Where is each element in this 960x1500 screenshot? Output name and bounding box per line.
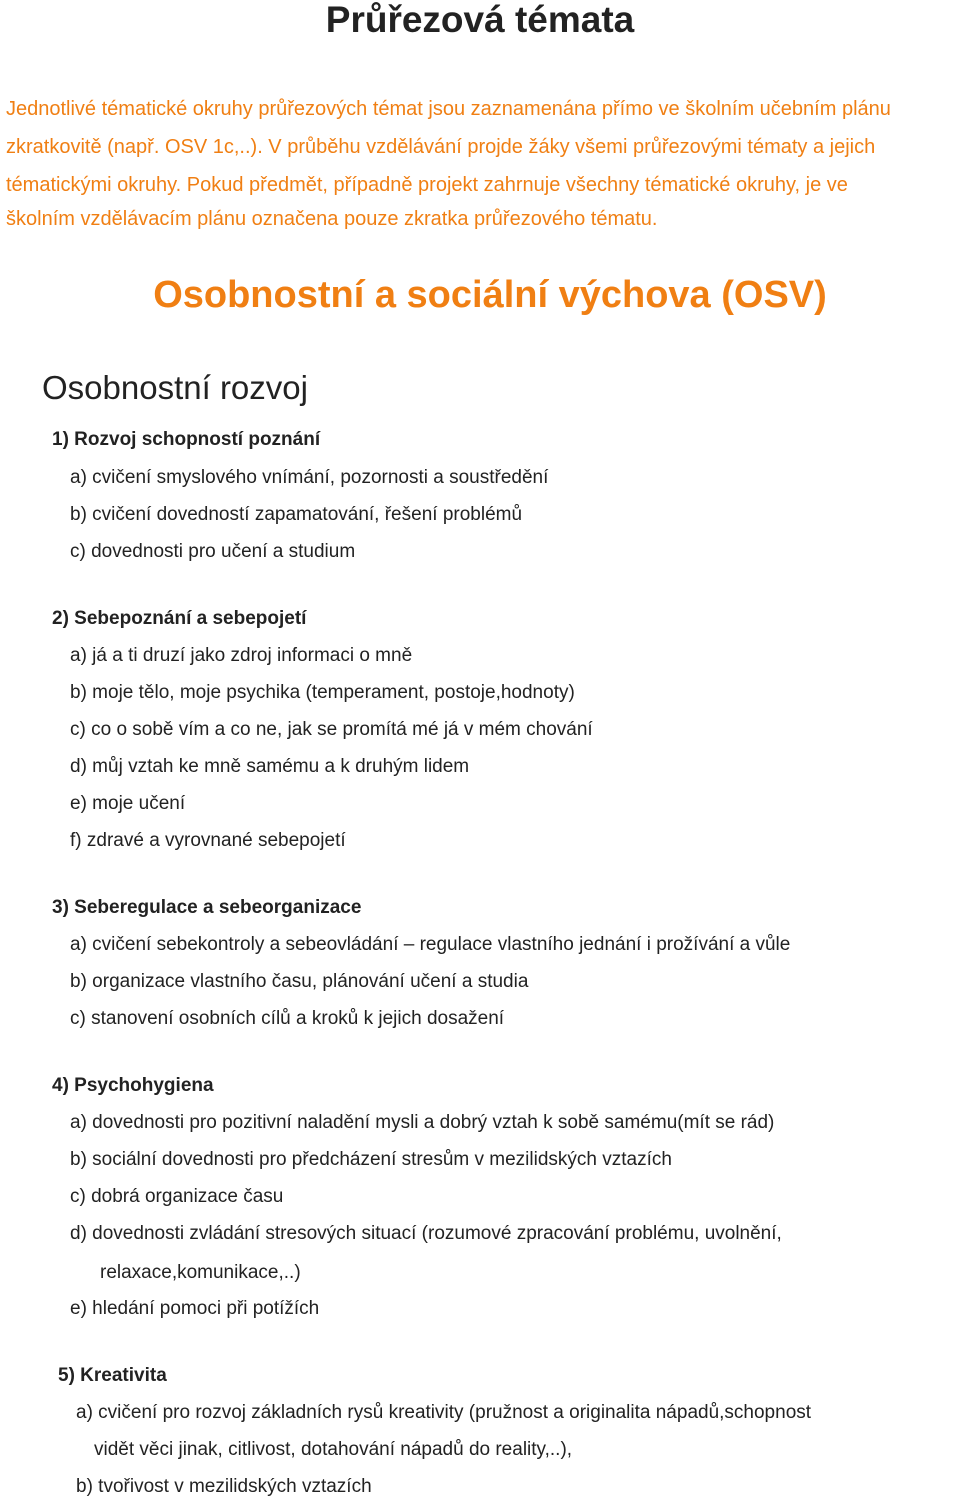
topic-item: e) moje učení	[70, 793, 186, 814]
topic-item: a) cvičení sebekontroly a sebeovládání – regulace vlastního jednání i prožívání a vůle	[70, 934, 791, 955]
intro-line: zkratkovitě (např. OSV 1c,..). V průběhu vzdělávání projde žáky všemi průřezovými tématy a jejich	[6, 136, 876, 158]
topic-item: a) já a ti druzí jako zdroj informaci o mně	[70, 645, 413, 666]
topic-item: c) co o sobě vím a co ne, jak se promítá mé já v mém chování	[70, 719, 593, 740]
topic-title: 4) Psychohygiena	[52, 1075, 214, 1096]
topic-title: 1) Rozvoj schopností poznání	[52, 429, 321, 450]
subheading-osobnostni-rozvoj: Osobnostní rozvoj	[42, 369, 308, 406]
topic-item: e) hledání pomoci při potížích	[70, 1298, 320, 1319]
topic-item: b) organizace vlastního času, plánování učení a studia	[70, 971, 529, 992]
topic-title: 5) Kreativita	[58, 1365, 167, 1386]
page-title: Průřezová témata	[325, 0, 635, 40]
topic-item-continuation: relaxace,komunikace,..)	[100, 1262, 301, 1283]
topic-item: b) cvičení dovedností zapamatování, řešení problémů	[70, 504, 523, 525]
topic-title: 3) Seberegulace a sebeorganizace	[52, 897, 362, 918]
intro-paragraph	[6, 90, 951, 238]
intro-line: tématickými okruhy. Pokud předmět, případně projekt zahrnuje všechny tématické okruhy, je ve	[6, 174, 848, 196]
topic-item: c) stanovení osobních cílů a kroků k jejich dosažení	[70, 1008, 505, 1029]
topic-item: d) dovednosti zvládání stresových situací (rozumové zpracování problému, uvolnění,	[70, 1223, 782, 1244]
intro-line: školním vzdělávacím plánu označena pouze zkratka průřezového tématu.	[6, 208, 658, 230]
topic-item: a) cvičení pro rozvoj základních rysů kreativity (pružnost a originalita nápadů,schopnost	[76, 1402, 812, 1423]
topic-title: 2) Sebepoznání a sebepojetí	[52, 608, 307, 629]
intro-line: Jednotlivé tématické okruhy průřezových témat jsou zaznamenána přímo ve školním učebním plánu	[6, 98, 891, 120]
topic-item-continuation: vidět věci jinak, citlivost, dotahování nápadů do reality,..),	[94, 1439, 573, 1460]
topic-item: f) zdravé a vyrovnané sebepojetí	[70, 830, 346, 851]
topic-item: a) dovednosti pro pozitivní naladění mysli a dobrý vztah k sobě samému(mít se rád)	[70, 1112, 775, 1133]
topic-item: a) cvičení smyslového vnímání, pozornosti a soustředění	[70, 467, 549, 488]
topic-item: b) moje tělo, moje psychika (temperament, postoje,hodnoty)	[70, 682, 575, 703]
topic-item: d) můj vztah ke mně samému a k druhým lidem	[70, 756, 470, 777]
topic-item: b) tvořivost v mezilidských vztazích	[76, 1476, 372, 1497]
topic-item: c) dovednosti pro učení a studium	[70, 541, 356, 562]
topic-item: b) sociální dovednosti pro předcházení stresům v mezilidských vztazích	[70, 1149, 672, 1170]
section-heading-osv: Osobnostní a sociální výchova (OSV)	[153, 274, 827, 316]
topic-item: c) dobrá organizace času	[70, 1186, 284, 1207]
